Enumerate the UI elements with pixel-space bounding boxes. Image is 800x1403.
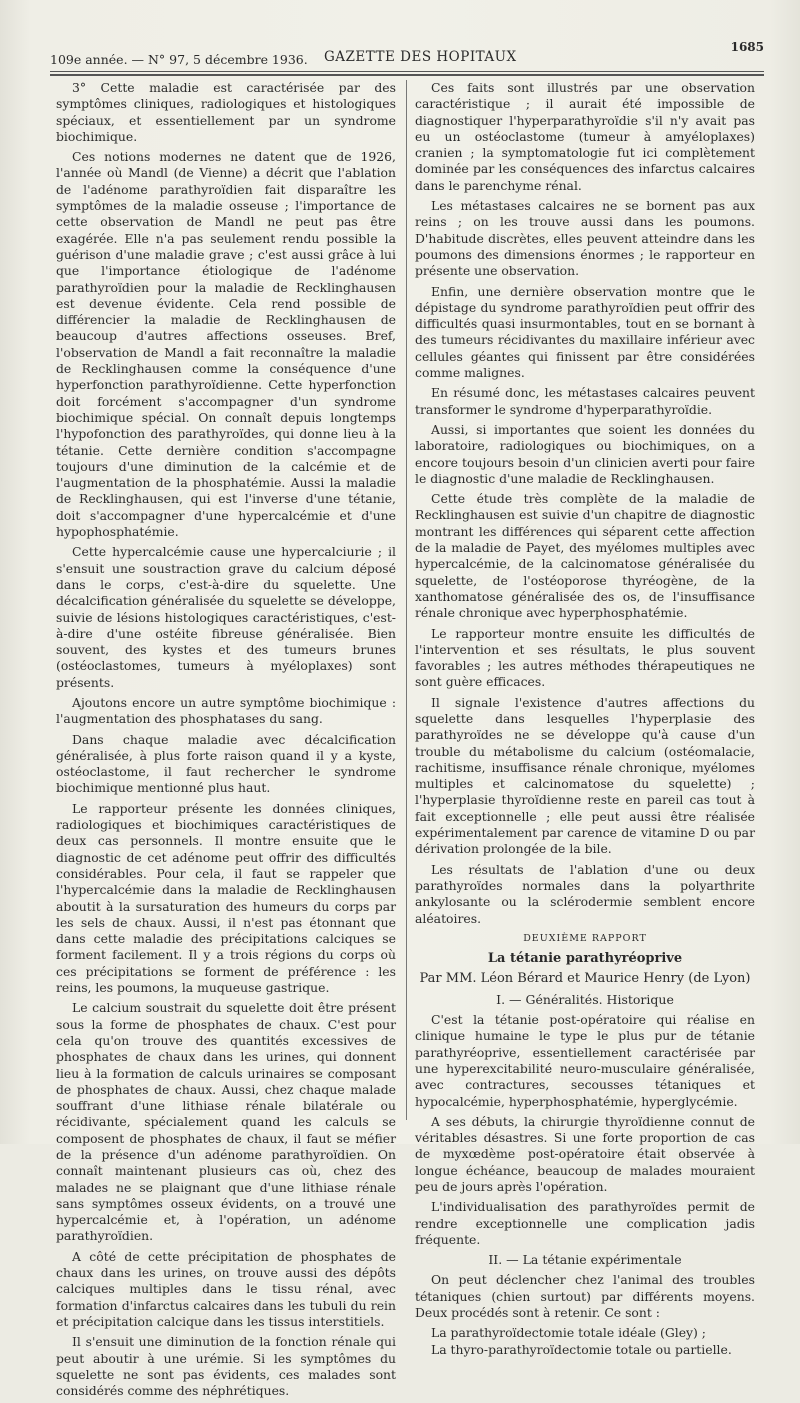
column-divider xyxy=(406,80,407,1120)
paragraph: Ces notions modernes ne datent que de 1926, l'année où Mandl (de Vienne) a décrit que l'ablation de l'adénome parathyroïdien fait disparaître les symptômes de la maladie osseuse ; l'importance de cette observation de Mandl ne peut pas être exagérée. Elle n'a pas seulement rendu possible la guérison d'une maladie grave ; c'est aussi grâce à lui que l'importance étiologique de l'adénome parathyroïdien pour la maladie de Recklinghausen est devenue évidente. Cela rend possible de différencier la maladie de Recklinghausen de beaucoup d'autres affections osseuses. Bref, l'observation de Mandl a fait reconnaître la maladie de Recklinghausen comme la conséquence d'une hyperfonction parathyroïdienne. Cette hyperfonction doit forcément s'accompagner d'un syndrome biochimique spécial. On connaît depuis longtemps l'hypofonction des parathyroïdes, qui donne lieu à la tétanie. Cette dernière condition s'accompagne toujours d'une diminution de la calcémie et de l'augmentation de la phosphatémie. Aussi la maladie de Recklinghausen, qui est l'inverse d'une tétanie, doit s'accompagner d'une hypercalcémie et d'une hypophosphatémie. xyxy=(56,149,396,540)
issue-info: 109e année. — N° 97, 5 décembre 1936. xyxy=(50,52,308,67)
right-column xyxy=(415,80,755,1358)
paragraph: Aussi, si importantes que soient les données du laboratoire, radiologiques ou biochimiques, on a encore toujours besoin d'un clinicien averti pour faire le diagnostic d'une maladie de Recklinghausen. xyxy=(415,421,755,486)
section-heading: II. — La tétanie expérimentale xyxy=(488,1252,682,1268)
article-byline: Par MM. Léon Bérard et Maurice Henry (de Lyon) xyxy=(419,971,751,987)
list-item: La thyro-parathyroïdectomie totale ou partielle. xyxy=(431,1341,732,1357)
paragraph: Les résultats de l'ablation d'une ou deux parathyroïdes normales dans la polyarthrite ankylosante ou la sclérodermie semblent encore aléatoires. xyxy=(415,861,755,926)
paragraph: En résumé donc, les métastases calcaires peuvent transformer le syndrome d'hyperparathyroïdie. xyxy=(415,385,755,417)
paragraph: Cette hypercalcémie cause une hypercalciurie ; il s'ensuit une soustraction grave du calcium déposé dans le corps, c'est-à-dire du squelette. Une décalcification généralisée du squelette se développe, suivie de lésions histologiques caractéristiques, c'est-à-dire d'une ostéite fibreuse généralisée. Bien souvent, des kystes et des tumeurs brunes (ostéoclastomes, tumeurs à myéloplaxes) sont présents. xyxy=(56,544,396,690)
paragraph: Dans chaque maladie avec décalcification généralisée, à plus forte raison quand il y a kyste, ostéoclastome, il faut rechercher le syndrome biochimique mentionné plus haut. xyxy=(56,731,396,796)
article-title: La tétanie parathyréoprive xyxy=(487,951,683,967)
paragraph: Ces faits sont illustrés par une observation caractéristique ; il aurait été impossible de diagnostiquer l'hyperparathyroïdie s'il n'y avait pas eu un ostéoclastome (tumeur à amyéloplaxes) cranien ; la symptomatologie fut ici complètement dominée par les conséquences des infarctus calcaires dans le parenchyme rénal. xyxy=(415,80,755,193)
paragraph: L'individualisation des parathyroïdes permit de rendre exceptionnelle une complication jadis fréquente. xyxy=(415,1199,755,1247)
paragraph: Le rapporteur présente les données cliniques, radiologiques et biochimiques caractéristiques de deux cas personnels. Il montre ensuite que le diagnostic de cet adénome peut offrir des difficultés considérables. Pour cela, il faut se rappeler que l'hypercalcémie dans la maladie de Recklinghausen aboutit à la sursaturation des humeurs du corps par les sels de chaux. Aussi, il n'est pas étonnant que dans cette maladie des précipitations calciques se forment facilement. Il y a trois régions du corps où ces précipitations se forment de préférence : les reins, les poumons, la muqueuse gastrique. xyxy=(56,800,396,996)
page-header xyxy=(50,40,764,68)
paragraph: 3° Cette maladie est caractérisée par des symptômes cliniques, radiologiques et histologiques spéciaux, et essentiellement par un syndrome biochimique. xyxy=(56,80,396,144)
paragraph: Le calcium soustrait du squelette doit être présent sous la forme de phosphates de chaux. C'est pour cela qu'on trouve des quantités excessives de phosphates de chaux dans les urines, qui donnent lieu à la formation de calculs urinaires se composant de phosphates de chaux. Aussi, chez chaque malade souffrant d'une lithiase rénale bilatérale ou récidivante, spécialement quand les calculs se composent de phosphates de chaux, il faut se méfier de la présence d'un adénome parathyroïdien. On connaît maintenant plusieurs cas où, chez des malades ne se plaignant que d'une lithiase rénale sans symptômes osseux évidents, on a trouvé une hypercalcémie et, à l'opération, un adénome parathyroïdien. xyxy=(56,1000,396,1244)
paragraph: Cette étude très complète de la maladie de Recklinghausen est suivie d'un chapitre de diagnostic montrant les différences qui séparent cette affection de la maladie de Payet, des myélomes multiples avec hypercalcémie, de la calcinomatose généralisée du squelette, de l'ostéoporose thyréogène, de la xanthomatose généralisée des os, de l'insuffisance rénale chronique avec hyperphosphatémie. xyxy=(415,491,755,621)
header-rule-thick xyxy=(50,74,764,76)
paragraph: Ajoutons encore un autre symptôme biochimique : l'augmentation des phosphatases du sang. xyxy=(56,694,396,727)
header-rule xyxy=(50,71,764,72)
section-heading: I. — Généralités. Historique xyxy=(496,991,674,1007)
list-item: La parathyroïdectomie totale idéale (Gley) ; xyxy=(431,1325,706,1341)
paragraph: On peut déclencher chez l'animal des troubles tétaniques (chien surtout) par différents moyens. Deux procédés sont à retenir. Ce sont : xyxy=(415,1272,755,1321)
paragraph: Les métastases calcaires ne se bornent pas aux reins ; on les trouve aussi dans les poumons. D'habitude discrètes, elles peuvent atteindre dans les poumons des dimensions énormes ; le rapporteur en présente une observation. xyxy=(415,198,755,279)
paragraph: A ses débuts, la chirurgie thyroïdienne connut de véritables désastres. Si une forte proportion de cas de myxœdème post-opératoire était observée à longue échéance, beaucoup de malades mouraient peu de jours après l'opération. xyxy=(415,1113,755,1194)
left-column xyxy=(56,80,396,1403)
paragraph: Il s'ensuit une diminution de la fonction rénale qui peut aboutir à une urémie. Si les symptômes du squelette ne sont pas évidents, ces malades sont considérés comme des néphrétiques. xyxy=(56,1334,396,1399)
page-number: 1685 xyxy=(730,40,764,54)
paragraph: Il signale l'existence d'autres affections du squelette dans lesquelles l'hyperplasie des parathyroïdes ne se développe qu'à cause d'un trouble du métabolisme du calcium (ostéomalacie, rachitisme, insuffisance rénale chronique, myélomes multiples et calcinomatose du squelette) ; l'hyperplasie thyroïdienne reste en pareil cas tout à fait exceptionnelle ; elle peut aussi être réalisée expérimentalement par carence de vitamine D ou par dérivation prolongée de la bile. xyxy=(415,694,755,857)
paragraph: Enfin, une dernière observation montre que le dépistage du syndrome parathyroïdien peut offrir des difficultés quasi insurmontables, tout en se bornant à des tumeurs récidivantes du maxillaire inférieur avec cellules géantes qui finissent par être considérées comme malignes. xyxy=(415,283,755,381)
paragraph: A côté de cette précipitation de phosphates de chaux dans les urines, on trouve aussi des dépôts calciques multiples dans le tissu rénal, avec formation d'infarctus calcaires dans les tubuli du rein et précipitation calcique dans les tissus interstitiels. xyxy=(56,1248,396,1329)
report-kicker: DEUXIÈME RAPPORT xyxy=(523,932,647,944)
paragraph: Le rapporteur montre ensuite les difficultés de l'intervention et ses résultats, le plus souvent favorables ; les autres méthodes thérapeutiques ne sont guère efficaces. xyxy=(415,625,755,690)
paragraph: C'est la tétanie post-opératoire qui réalise en clinique humaine le type le plus pur de tétanie parathyréoprive, essentiellement caractérisée par une hyperexcitabilité neuro-musculaire généralisée, avec contractures, secousses tétaniques et hypocalcémie, hyperphosphatémie, hyperglycémie. xyxy=(415,1012,755,1109)
publication-title: GAZETTE DES HOPITAUX xyxy=(324,49,517,65)
